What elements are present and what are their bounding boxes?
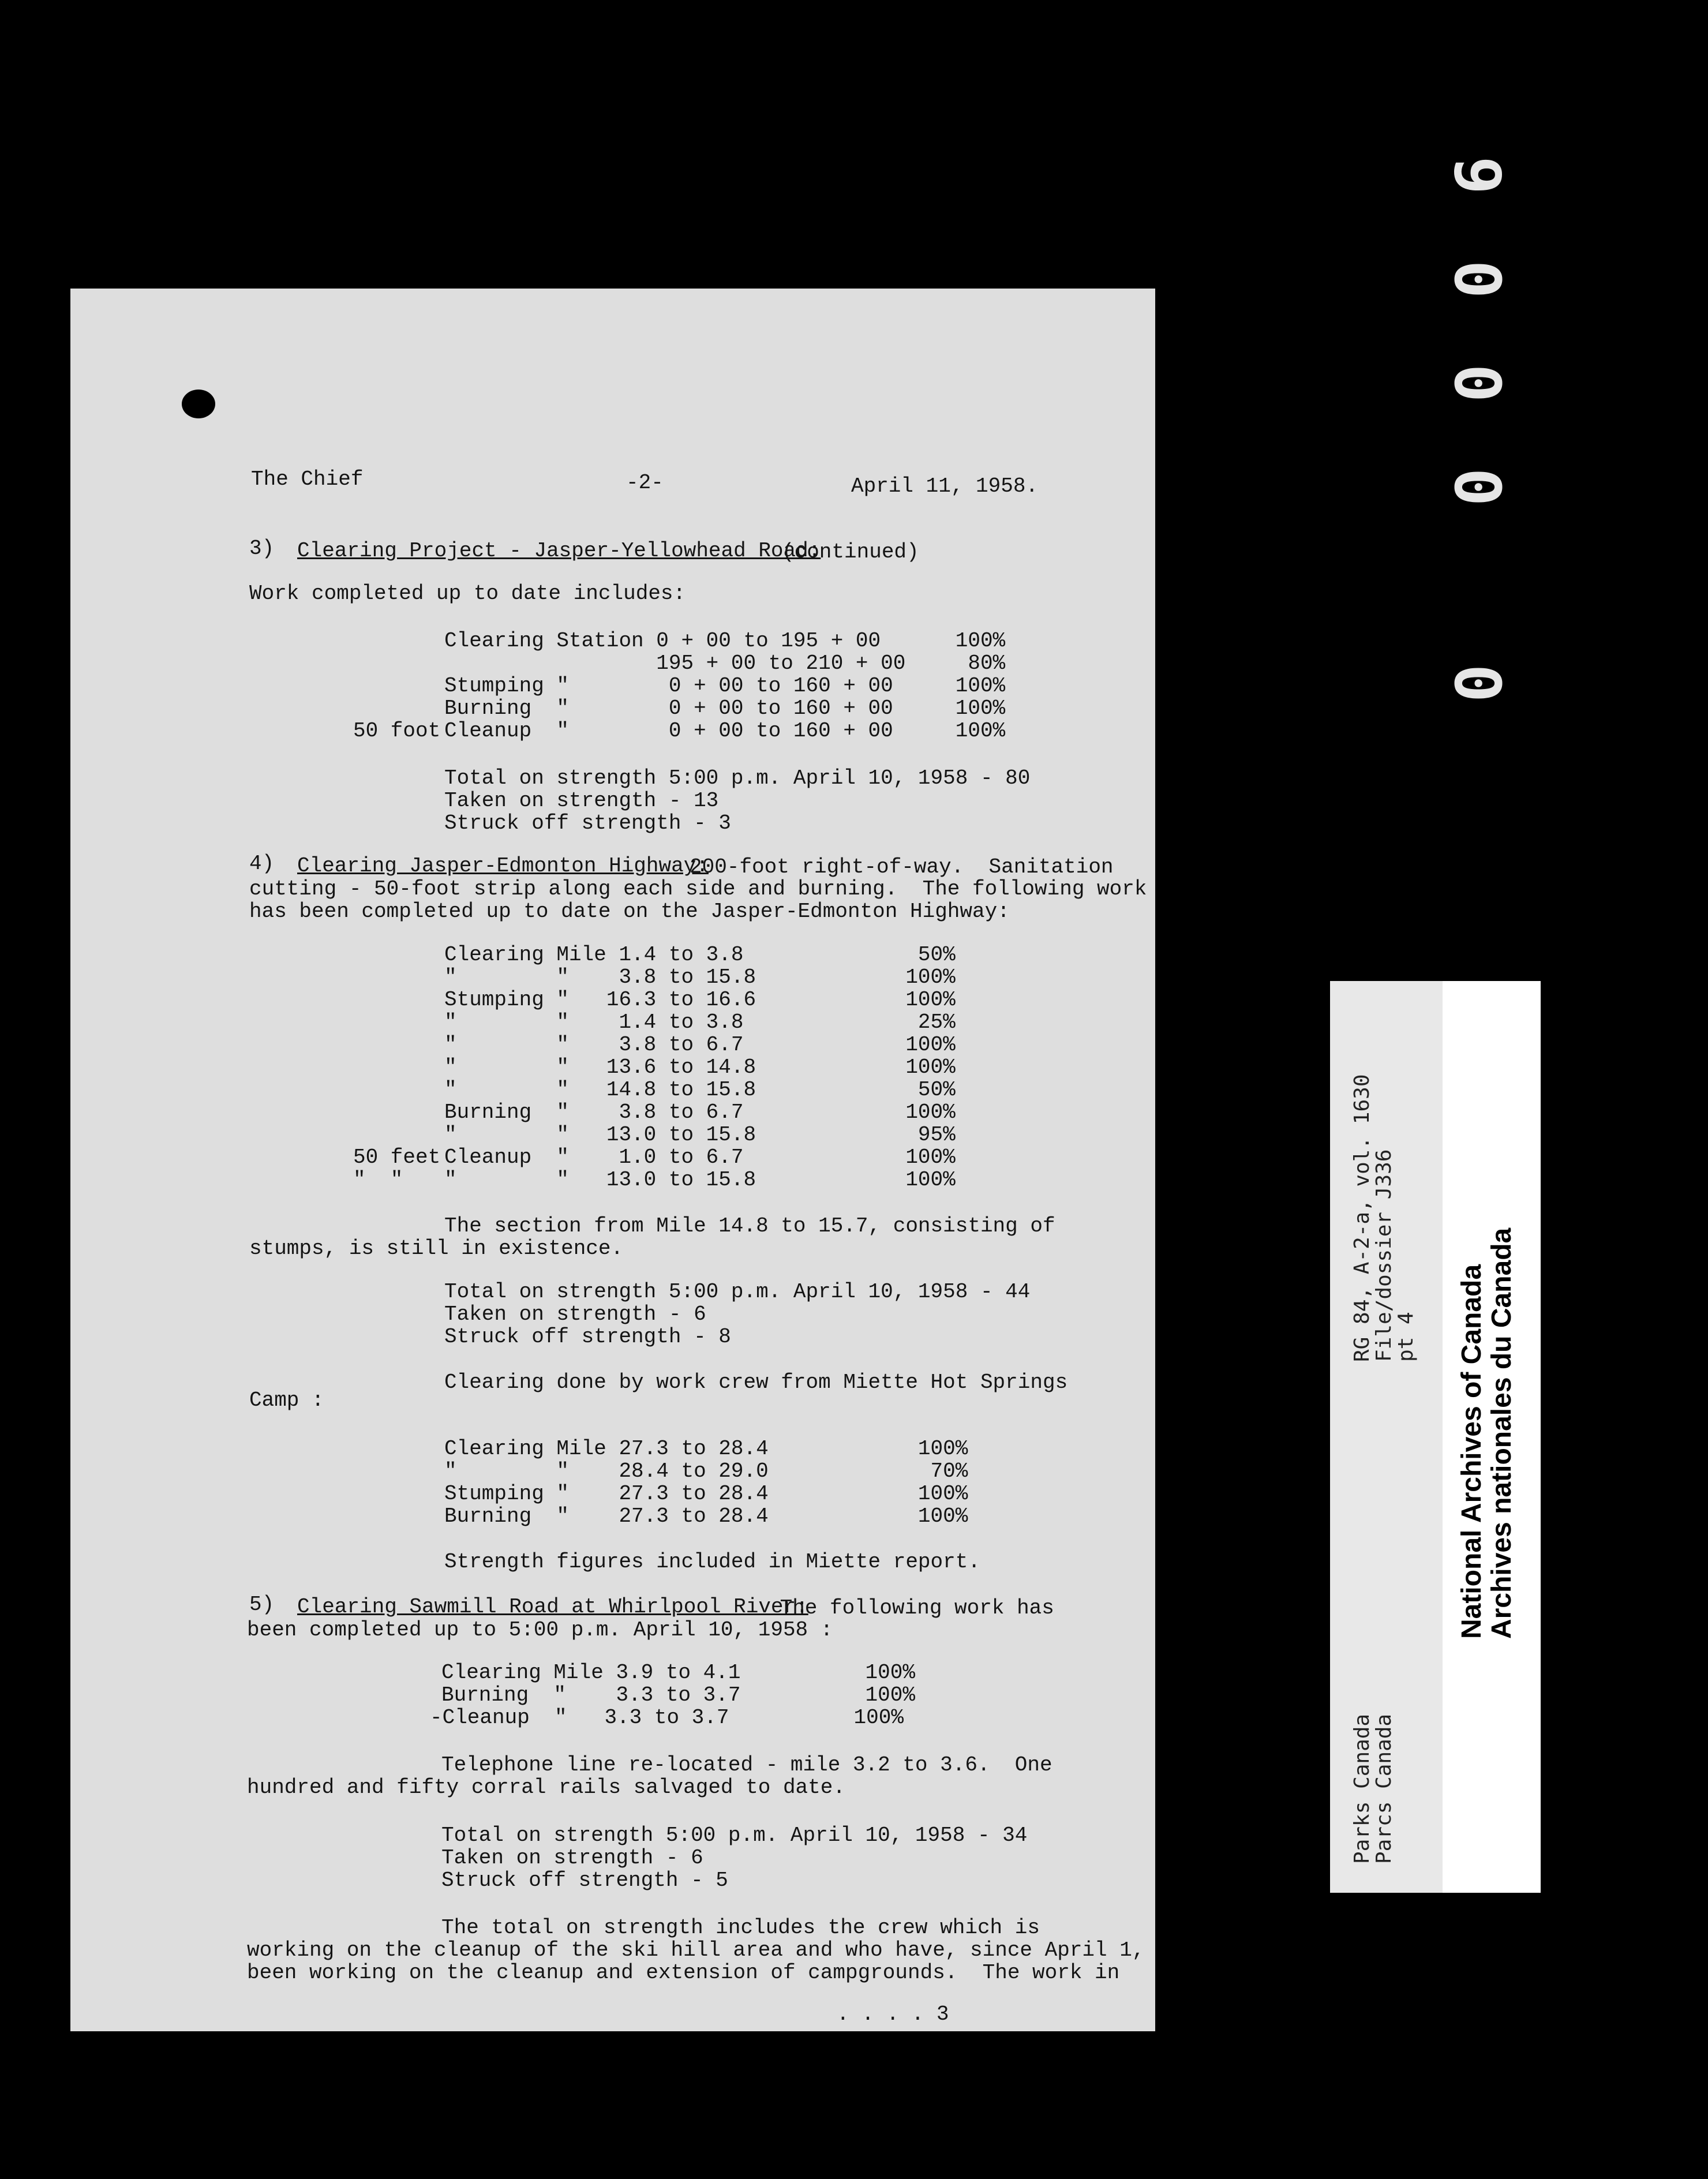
strength-note: Strength figures included in Miette report. — [444, 1550, 980, 1574]
frame-digit: 0 — [1440, 364, 1514, 403]
work-row: Burning " 3.3 to 3.7 100% — [441, 1683, 915, 1707]
strength-line: Taken on strength - 13 — [444, 789, 719, 813]
section-title: Clearing Jasper-Edmonton Highway: — [297, 854, 709, 878]
work-row: " " 13.0 to 15.8 100% — [444, 1168, 956, 1192]
section-paragraph: has been completed up to date on the Jasper-Edmonton Highway: — [249, 900, 1010, 923]
frame-digit: 0 — [1440, 260, 1514, 299]
work-row: " " 3.8 to 15.8 100% — [444, 965, 956, 989]
section-paragraph: The following work has — [767, 1596, 1054, 1620]
work-row: Clearing Station 0 + 00 to 195 + 00 100% — [444, 629, 1006, 653]
strength-line: Taken on strength - 6 — [444, 1302, 706, 1326]
section-title: Clearing Project - Jasper-Yellowhead Road: — [297, 539, 821, 563]
continued-marker: . . . . 3 — [837, 2002, 949, 2026]
work-row: Clearing Mile 3.9 to 4.1 100% — [441, 1661, 915, 1684]
closing-paragraph: been working on the cleanup and extension of campgrounds. The work in — [247, 1961, 1120, 1985]
strength-line: Total on strength 5:00 p.m. April 10, 1958 - 80 — [444, 766, 1031, 790]
work-row: Clearing Mile 27.3 to 28.4 100% — [444, 1437, 968, 1461]
row-prefix: " " — [353, 1168, 403, 1192]
section-number: 4) — [249, 852, 275, 875]
frame-digit: 0 — [1440, 664, 1514, 703]
frame-digit: 9 — [1440, 156, 1514, 195]
strength-line: Total on strength 5:00 p.m. April 10, 1958 - 44 — [444, 1280, 1031, 1304]
camp-line: Clearing done by work crew from Miette Hot Springs — [444, 1371, 1068, 1394]
archives-brand: Archives nationales du Canada — [1486, 1227, 1517, 1639]
section-suffix: (continued) — [782, 540, 919, 564]
work-row: Stumping " 27.3 to 28.4 100% — [444, 1482, 968, 1506]
section-number: 5) — [249, 1593, 275, 1616]
header-recipient: The Chief — [251, 467, 364, 491]
closing-paragraph: The total on strength includes the crew which is — [441, 1916, 1040, 1940]
work-row: Cleanup " 0 + 00 to 160 + 00 100% — [444, 719, 1006, 743]
work-row: Stumping " 16.3 to 16.6 100% — [444, 988, 956, 1012]
section-paragraph: cutting - 50-foot strip along each side and burning. The following work — [249, 877, 1147, 901]
strength-line: Struck off strength - 8 — [444, 1325, 731, 1349]
work-row: Stumping " 0 + 00 to 160 + 00 100% — [444, 674, 1006, 698]
work-row: Burning " 27.3 to 28.4 100% — [444, 1504, 968, 1528]
strength-line: Struck off strength - 5 — [441, 1869, 728, 1892]
strength-line: Taken on strength - 6 — [441, 1846, 703, 1870]
punch-hole — [182, 390, 215, 418]
archive-reference: File/dossier J336 — [1372, 1149, 1396, 1362]
telephone-note: Telephone line re-located - mile 3.2 to 3.6. One — [441, 1753, 1052, 1777]
header-date: April 11, 1958. — [851, 474, 1039, 498]
work-row: Cleanup " 1.0 to 6.7 100% — [444, 1145, 956, 1169]
closing-paragraph: working on the cleanup of the ski hill area and who have, since April 1, — [247, 1938, 1145, 1962]
page-number: -2- — [626, 471, 664, 495]
archive-reference: pt 4 — [1394, 1312, 1418, 1362]
row-prefix: 50 feet — [353, 1145, 441, 1169]
work-row: " " 14.8 to 15.8 50% — [444, 1078, 956, 1102]
work-row: 195 + 00 to 210 + 00 80% — [444, 652, 1006, 675]
work-row: Burning " 3.8 to 6.7 100% — [444, 1100, 956, 1124]
work-row: " " 13.0 to 15.8 95% — [444, 1123, 956, 1147]
work-row: Burning " 0 + 00 to 160 + 00 100% — [444, 697, 1006, 720]
section-title: Clearing Sawmill Road at Whirlpool River: — [297, 1595, 808, 1619]
camp-label: Camp : — [249, 1388, 324, 1412]
archives-brand: National Archives of Canada — [1456, 1264, 1487, 1639]
section-note: The section from Mile 14.8 to 15.7, consisting of — [444, 1214, 1055, 1238]
work-row: Clearing Mile 1.4 to 3.8 50% — [444, 943, 956, 967]
agency-name: Parcs Canada — [1372, 1713, 1396, 1864]
work-row: " " 13.6 to 14.8 100% — [444, 1055, 956, 1079]
agency-name: Parks Canada — [1350, 1713, 1374, 1864]
section-number: 3) — [249, 537, 275, 560]
row-prefix: 50 foot — [353, 719, 441, 743]
archive-reference: RG 84, A-2-a, vol. 1630 — [1350, 1074, 1374, 1362]
section-note: stumps, is still in existence. — [249, 1237, 624, 1260]
telephone-note: hundred and fifty corral rails salvaged to date. — [247, 1776, 845, 1799]
strength-line: Struck off strength - 3 — [444, 811, 731, 835]
work-row: " " 3.8 to 6.7 100% — [444, 1033, 956, 1057]
section-paragraph: been completed up to 5:00 p.m. April 10, 1958 : — [247, 1618, 833, 1642]
work-row: " " 28.4 to 29.0 70% — [444, 1459, 968, 1483]
frame-digit: 0 — [1440, 467, 1514, 507]
strength-line: Total on strength 5:00 p.m. April 10, 1958 - 34 — [441, 1824, 1028, 1847]
section-paragraph: 200-foot right-of-way. Sanitation — [690, 855, 1114, 879]
work-row: -Cleanup " 3.3 to 3.7 100% — [430, 1706, 904, 1729]
work-row: " " 1.4 to 3.8 25% — [444, 1010, 956, 1034]
section-intro: Work completed up to date includes: — [249, 582, 686, 605]
